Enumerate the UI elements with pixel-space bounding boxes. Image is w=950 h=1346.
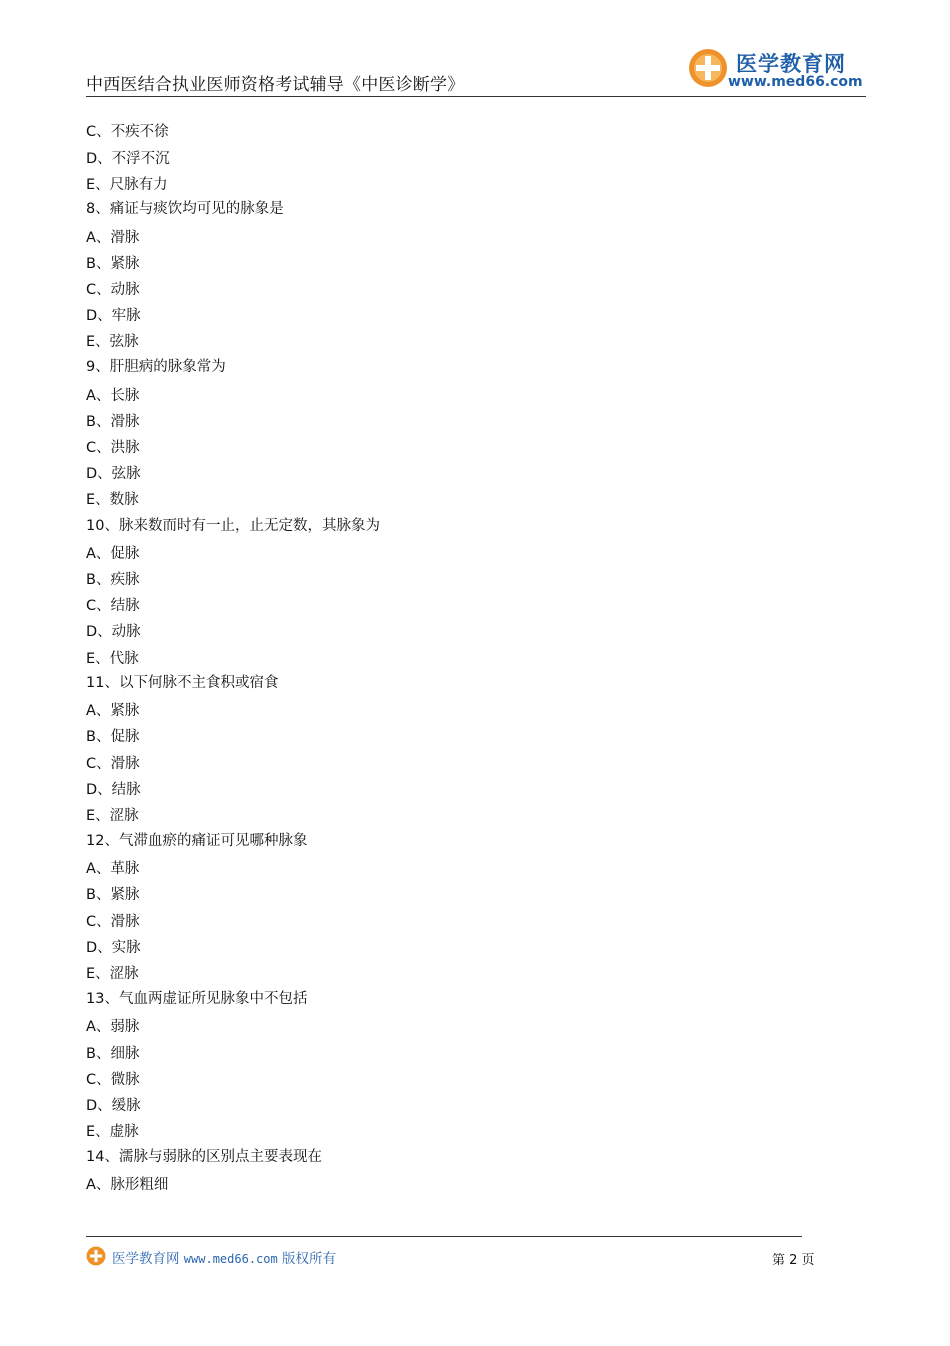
question-stem: 13、气血两虚证所见脉象中不包括 bbox=[86, 991, 308, 1007]
answer-option: A、紧脉 bbox=[86, 703, 140, 719]
answer-option: B、紧脉 bbox=[86, 256, 140, 272]
question-stem: 10、脉来数而时有一止，止无定数，其脉象为 bbox=[86, 518, 380, 534]
footer-url: www.med66.com bbox=[183, 1252, 278, 1266]
question-stem: 12、气滞血瘀的痛证可见哪种脉象 bbox=[86, 833, 308, 849]
answer-option: E、涩脉 bbox=[86, 966, 139, 982]
medical-cross-icon bbox=[688, 48, 728, 88]
answer-option: C、动脉 bbox=[86, 282, 140, 298]
document-header-title: 中西医结合执业医师资格考试辅导《中医诊断学》 bbox=[86, 75, 465, 95]
footer-copyright bbox=[112, 1247, 336, 1267]
answer-option: A、长脉 bbox=[86, 388, 140, 404]
answer-option: E、虚脉 bbox=[86, 1124, 139, 1140]
answer-option: C、滑脉 bbox=[86, 756, 140, 772]
answer-option: B、细脉 bbox=[86, 1046, 140, 1062]
answer-option: E、数脉 bbox=[86, 492, 139, 508]
page-number: 第 2 页 bbox=[772, 1253, 815, 1268]
answer-option: B、滑脉 bbox=[86, 414, 140, 430]
answer-option: D、不浮不沉 bbox=[86, 151, 170, 167]
footer-medical-cross-icon bbox=[86, 1246, 106, 1266]
answer-option: D、缓脉 bbox=[86, 1098, 141, 1114]
answer-option: A、促脉 bbox=[86, 546, 140, 562]
answer-option: D、弦脉 bbox=[86, 466, 141, 482]
footer-divider bbox=[86, 1236, 802, 1237]
header-divider bbox=[86, 96, 866, 97]
answer-option: C、滑脉 bbox=[86, 914, 140, 930]
logo-site-name: 医学教育网 bbox=[736, 52, 846, 76]
question-stem: 14、濡脉与弱脉的区别点主要表现在 bbox=[86, 1149, 322, 1165]
answer-option: C、洪脉 bbox=[86, 440, 140, 456]
answer-option: A、革脉 bbox=[86, 861, 140, 877]
answer-option: D、结脉 bbox=[86, 782, 141, 798]
answer-option: C、微脉 bbox=[86, 1072, 140, 1088]
answer-option: B、紧脉 bbox=[86, 887, 140, 903]
answer-option: E、代脉 bbox=[86, 651, 139, 667]
answer-option: A、滑脉 bbox=[86, 230, 140, 246]
answer-option: D、实脉 bbox=[86, 940, 141, 956]
answer-option: D、动脉 bbox=[86, 624, 141, 640]
answer-option: B、促脉 bbox=[86, 729, 140, 745]
answer-option: C、不疾不徐 bbox=[86, 124, 169, 140]
answer-option: D、牢脉 bbox=[86, 308, 141, 324]
answer-option: C、结脉 bbox=[86, 598, 140, 614]
question-stem: 9、肝胆病的脉象常为 bbox=[86, 359, 226, 375]
answer-option: A、弱脉 bbox=[86, 1019, 140, 1035]
question-stem: 8、痛证与痰饮均可见的脉象是 bbox=[86, 201, 284, 217]
footer-rights: 版权所有 bbox=[282, 1251, 337, 1267]
answer-option: E、尺脉有力 bbox=[86, 177, 168, 193]
question-stem: 11、以下何脉不主食积或宿食 bbox=[86, 675, 279, 691]
answer-option: B、疾脉 bbox=[86, 572, 140, 588]
answer-option: E、涩脉 bbox=[86, 808, 139, 824]
footer-site-name: 医学教育网 bbox=[112, 1251, 180, 1267]
site-logo bbox=[688, 48, 868, 94]
answer-option: A、脉形粗细 bbox=[86, 1177, 169, 1193]
answer-option: E、弦脉 bbox=[86, 334, 139, 350]
logo-url: www.med66.com bbox=[728, 74, 863, 90]
